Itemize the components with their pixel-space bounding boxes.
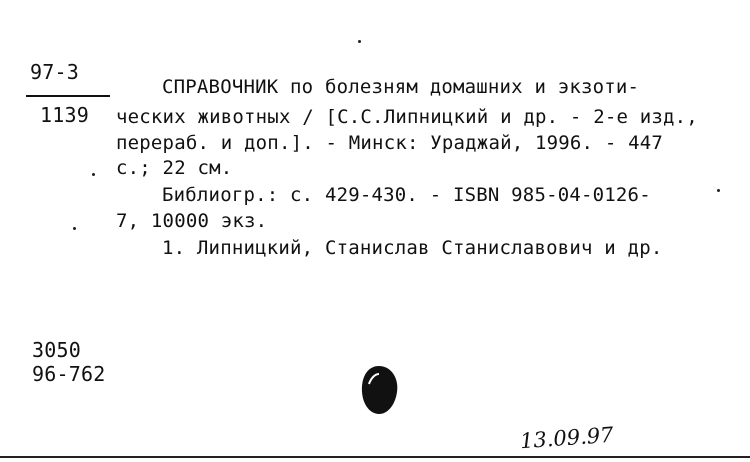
card-bottom-edge [0, 456, 750, 458]
description-line-6: 7, 10000 экз. [116, 210, 268, 232]
description-line-4: с.; 22 см. [116, 157, 233, 179]
shelf-mark-divider [26, 95, 110, 97]
speck [92, 173, 95, 176]
inventory-number-1: 3050 [32, 338, 81, 362]
speck [358, 40, 361, 43]
description-line-7: 1. Липницкий, Станислав Станиславович и др. [162, 237, 663, 259]
description-line-3: перераб. и доп.]. - Минск: Ураджай, 1996. - 447 [116, 132, 664, 154]
speck [717, 189, 720, 192]
description-line-1: СПРАВОЧНИК по болезням домашних и экзоти- [162, 76, 640, 98]
inventory-number-2: 96-762 [32, 362, 106, 386]
speck [73, 227, 76, 230]
shelf-mark-bottom: 1139 [40, 103, 89, 127]
handwritten-date: 13.09.97 [519, 422, 615, 454]
description-line-5: Библиогр.: с. 429-430. - ISBN 985-04-0126- [162, 184, 651, 206]
shelf-mark-top: 97-3 [30, 60, 79, 84]
punch-hole-icon [357, 362, 401, 418]
description-line-2: ческих животных / [С.С.Липницкий и др. - 2-е изд., [116, 106, 698, 128]
